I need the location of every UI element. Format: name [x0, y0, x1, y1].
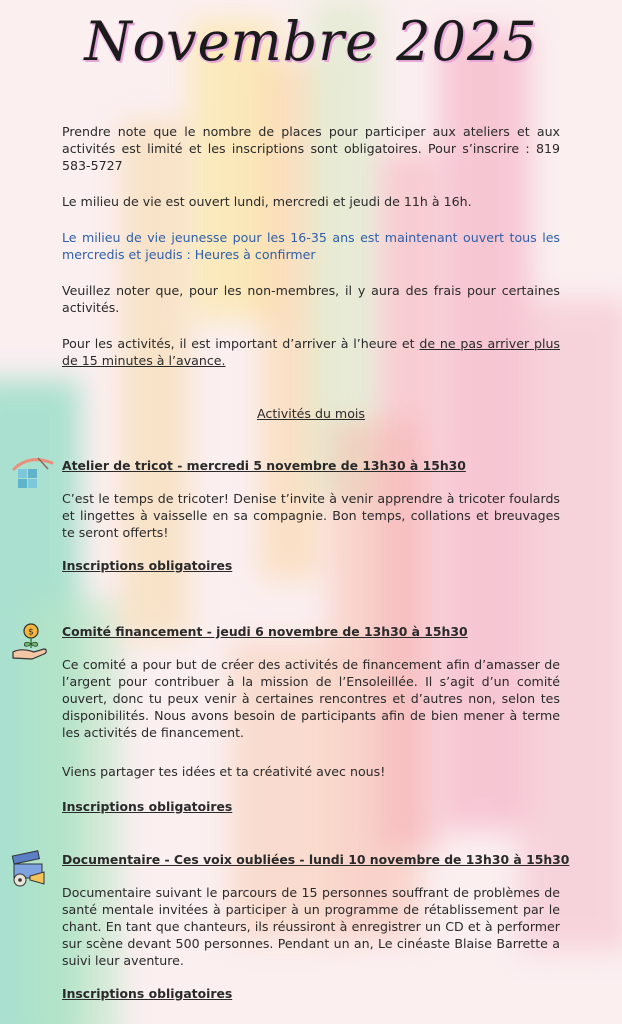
- section-title: Activités du mois: [257, 406, 365, 421]
- intro-arrival: [62, 335, 560, 369]
- activity-description-financing: Ce comité a pour but de créer des activités de financement afin d’amasser de l’argent pour contribuer à la mission de l’Ensoleillée. Il s’agit d’un comité ouvert, donc tu peux venir à certaines rencontres et d’autres non, selon tes disponibilités. Nous avons besoin de participants afin de bien mener à terme les activités de financement.: [62, 657, 560, 740]
- activity-heading-financing: Comité financement - jeudi 6 novembre de 13h30 à 15h30: [62, 624, 468, 639]
- activity-heading-documentary: Documentaire - Ces voix oubliées - lundi 10 novembre de 13h30 à 15h30: [62, 852, 570, 867]
- page-title: Novembre 2025: [84, 10, 538, 73]
- activity-extra-financing: Viens partager tes idées et ta créativité avec nous!: [62, 764, 386, 779]
- activity-description-documentary: Documentaire suivant le parcours de 15 personnes souffrant de problèmes de santé mentale invitées à participer à un programme de rétablissement par le chant. En tant que chanteurs, ils réussiront à enregistrer un CD et à performer sur scène devant 500 personnes. Pendant un an, Le cinéaste Blaise Barrette a suivi leur aventure.: [62, 885, 560, 968]
- activity-description-knitting: C’est le temps de tricoter! Denise t’invite à venir apprendre à tricoter foulards et lingettes à vaisselle en sa compagnie. Bon temps, collations et breuvages te seront offerts!: [62, 491, 560, 540]
- intro-hours: Le milieu de vie est ouvert lundi, mercredi et jeudi de 11h à 16h.: [62, 194, 472, 209]
- svg-text:$: $: [28, 627, 34, 638]
- knitting-icon: [8, 455, 58, 489]
- money-plant-hand-icon: [10, 622, 50, 662]
- intro-youth: Le milieu de vie jeunesse pour les 16-35 ans est maintenant ouvert tous les mercredis et jeudis : Heures à confirmer: [62, 230, 560, 262]
- arrival-text: Pour les activités, il est important d’arriver à l’heure et: [62, 336, 420, 351]
- intro-registration: Prendre note que le nombre de places pour participer aux ateliers et aux activités est limité et les inscriptions sont obligatoires. Pour s’inscrire : 819 583-5727: [62, 124, 560, 173]
- film-clapper-icon: [10, 850, 50, 888]
- arrival-underlined: de ne pas arriver plus de 15 minutes à l’avance.: [62, 336, 560, 368]
- registration-required-financing: Inscriptions obligatoires: [62, 799, 233, 814]
- intro-fees: Veuillez noter que, pour les non-membres, il y aura des frais pour certaines activités.: [62, 283, 560, 315]
- registration-required-documentary: Inscriptions obligatoires: [62, 986, 233, 1001]
- registration-required-knitting: Inscriptions obligatoires: [62, 558, 233, 573]
- activity-heading-knitting: Atelier de tricot - mercredi 5 novembre de 13h30 à 15h30: [62, 458, 466, 473]
